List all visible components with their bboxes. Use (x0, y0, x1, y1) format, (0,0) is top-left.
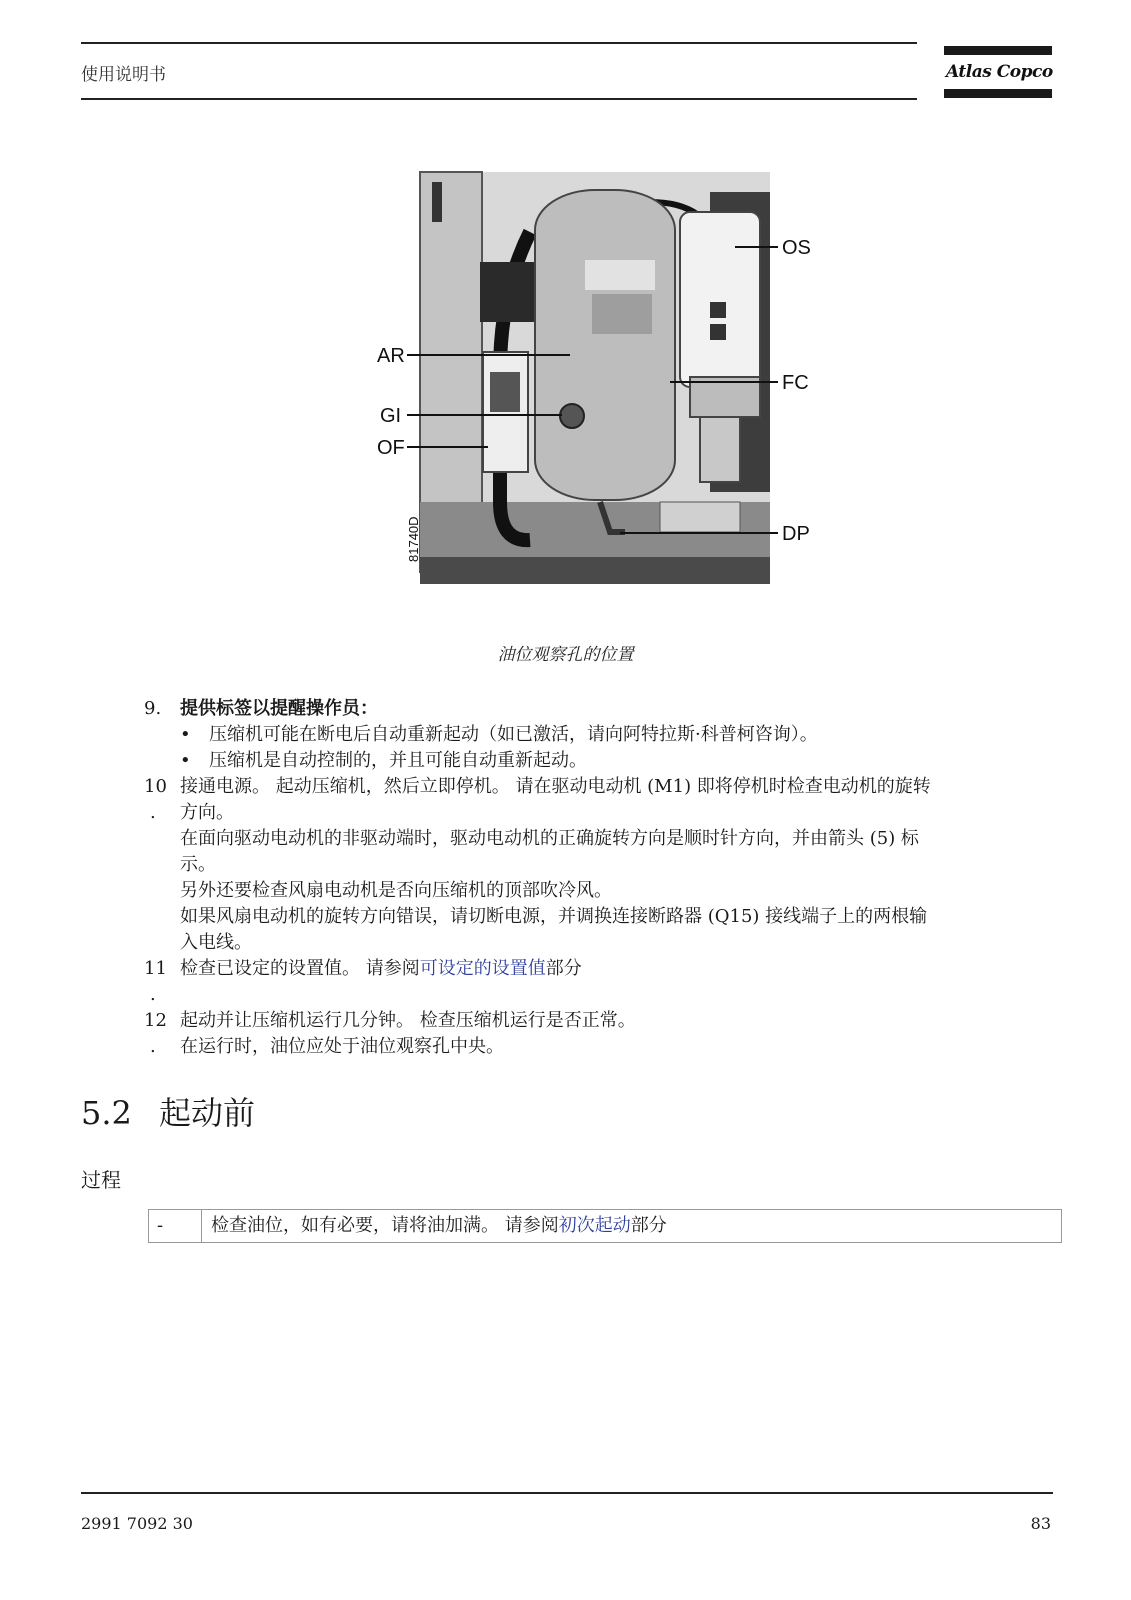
label-of: OF (377, 437, 405, 459)
step-9-title: 提供标签以提醒操作员： (180, 698, 378, 719)
step-10-number: 10 (144, 776, 167, 797)
step-12-number: 12 (144, 1010, 167, 1031)
step-10-line-1: 接通电源。 起动压缩机，然后立即停机。 请在驱动电动机 (M1) 即将停机时检查电动机的旋转 (180, 776, 931, 797)
initial-start-link[interactable]: 初次起动 (558, 1215, 631, 1236)
step-9-bullet-2: 压缩机是自动控制的，并且可能自动重新起动。 (209, 750, 587, 771)
step-10-line-5: 另外还要检查风扇电动机是否向压缩机的顶部吹冷风。 (180, 880, 612, 901)
oil-sight-glass-figure (377, 172, 840, 602)
step-10-line-4: 示。 (180, 854, 216, 875)
procedure-heading: 过程 (81, 1168, 121, 1192)
header-rule-top (81, 42, 917, 44)
header-rule-bottom (81, 98, 917, 100)
step-12-line-1: 起动并让压缩机运行几分钟。 检查压缩机运行是否正常。 (180, 1010, 636, 1031)
step-10-line-7: 入电线。 (180, 932, 252, 953)
step-12-dot: . (150, 1036, 156, 1057)
step-11-text: 检查已设定的设置值。 请参阅可设定的设置值部分 (180, 958, 582, 979)
label-fc: FC (782, 372, 809, 394)
document-number: 2991 7092 30 (81, 1514, 193, 1533)
document-title: 使用说明书 (81, 65, 166, 85)
step-10-line-3: 在面向驱动电动机的非驱动端时，驱动电动机的正确旋转方向是顺时针方向，并由箭头 (5) 标 (180, 828, 919, 849)
label-os: OS (782, 237, 811, 259)
section-number: 5.2 (81, 1094, 132, 1132)
step-9-bullet-1: 压缩机可能在断电后自动重新起动（如已激活，请向阿特拉斯·科普柯咨询）。 (209, 724, 818, 745)
bullet-dot: • (180, 724, 191, 745)
footer-rule (81, 1492, 1053, 1494)
step-12-line-2: 在运行时，油位应处于油位观察孔中央。 (180, 1036, 504, 1057)
atlas-copco-logo: Atlas Copco (944, 46, 1052, 100)
section-title: 起动前 (159, 1094, 256, 1132)
procedure-table (148, 1209, 1062, 1243)
step-9-number: 9. (144, 698, 162, 719)
step-11-dot: . (150, 984, 156, 1005)
label-dp: DP (782, 523, 810, 545)
bullet-dot: • (180, 750, 191, 771)
page-number: 83 (1030, 1514, 1051, 1533)
step-10-line-6: 如果风扇电动机的旋转方向错误，请切断电源，并调换连接断路器 (Q15) 接线端子上的两根输 (180, 906, 928, 927)
label-gi: GI (380, 405, 402, 427)
settable-settings-link[interactable]: 可设定的设置值 (419, 958, 546, 979)
step-11-number: 11 (144, 958, 167, 979)
step-10-dot: . (150, 802, 156, 823)
step-10-line-2: 方向。 (180, 802, 234, 823)
section-heading (81, 1093, 255, 1133)
procedure-text: 检查油位，如有必要，请将油加满。 请参阅初次起动部分 (211, 1215, 667, 1236)
figure-caption: 油位观察孔的位置 (497, 645, 634, 665)
procedure-marker: - (149, 1210, 202, 1242)
label-ar: AR (377, 345, 405, 367)
figure-code: 81740D (406, 516, 421, 562)
